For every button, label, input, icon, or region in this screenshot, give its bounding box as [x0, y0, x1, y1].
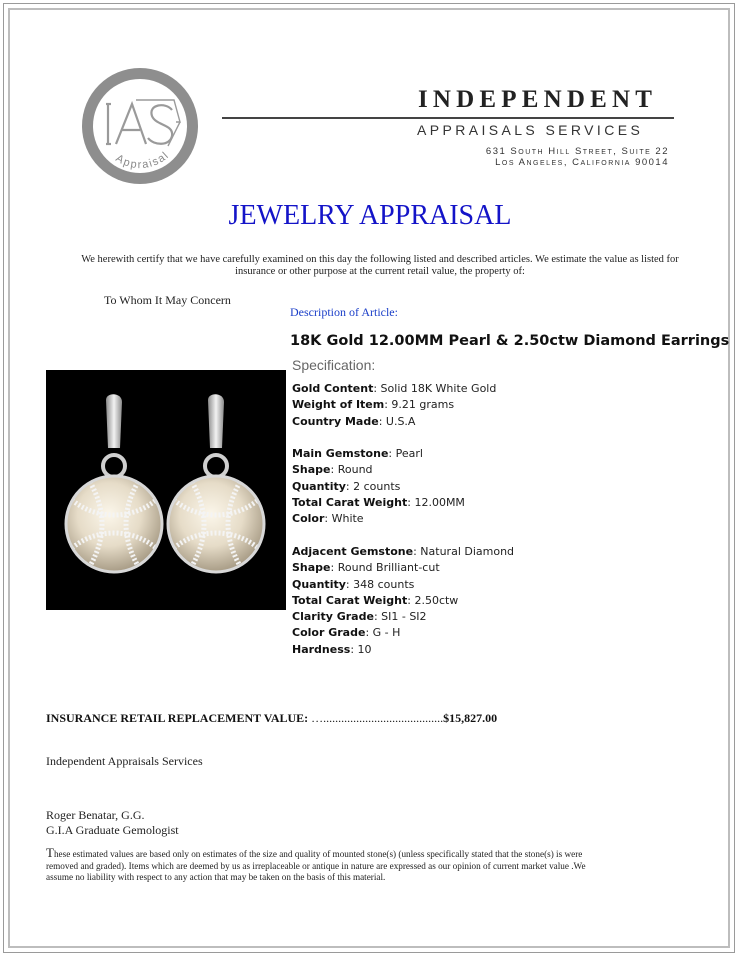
- spec-row: Shape: Round: [292, 463, 373, 477]
- spec-value: 2 counts: [353, 479, 401, 493]
- spec-spacer: [292, 528, 514, 544]
- spec-row: Quantity: 348 counts: [292, 577, 415, 591]
- disclaimer-text: hese estimated values are based only on estimates of the size and quality of mounted stone(s) (unless specifically stated that the stone(s) is were removed and graded). Items which are deemed by us as irreplaceable or antique in nature are expressed as our opinion of current market value .We assume no liability with respect to any action that may be taken on the basis of this material.: [46, 849, 586, 882]
- recipient: To Whom It May Concern: [104, 293, 231, 307]
- product-title: 18K Gold 12.00MM Pearl & 2.50ctw Diamond Earrings: [290, 333, 730, 349]
- signer-name: Roger Benatar, G.G.: [46, 808, 145, 822]
- spec-row: Adjacent Gemstone: Natural Diamond: [292, 544, 515, 558]
- spec-row: Gold Content: Solid 18K White Gold: [292, 382, 497, 395]
- spec-value: Solid 18K White Gold: [380, 382, 497, 395]
- spec-label: Color Grade: [292, 626, 366, 640]
- spec-value: Round: [337, 463, 373, 477]
- spec-spacer: [292, 430, 514, 446]
- insurance-value-label: INSURANCE RETAIL REPLACEMENT VALUE:: [46, 711, 309, 725]
- spec-value: G - H: [372, 626, 401, 640]
- spec-row: Total Carat Weight: 2.50ctw: [292, 593, 459, 607]
- footer-company: Independent Appraisals Services: [46, 754, 203, 768]
- spec-row: Hardness: 10: [292, 642, 372, 656]
- earrings-photo: [46, 370, 286, 610]
- spec-label: Quantity: [292, 577, 346, 591]
- spec-value: Round Brilliant-cut: [337, 561, 440, 575]
- ias-logo-seal: [80, 66, 200, 186]
- spec-label: Country Made: [292, 414, 379, 428]
- spec-label: Shape: [292, 463, 331, 477]
- spec-label: Main Gemstone: [292, 447, 389, 461]
- disclaimer: [46, 847, 606, 884]
- spec-label: Total Carat Weight: [292, 496, 408, 510]
- spec-value: 12.00MM: [414, 496, 465, 510]
- document-title: JEWELRY APPRAISAL: [228, 200, 512, 231]
- spec-label: Quantity: [292, 479, 346, 493]
- spec-value: Pearl: [395, 447, 423, 461]
- spec-label: Weight of Item: [292, 398, 385, 412]
- value-leader-dots: …........................................: [311, 711, 444, 725]
- spec-value: 2.50ctw: [414, 593, 459, 607]
- certification-intro: We herewith certify that we have carefully examined on this day the following listed and described articles. We estimate the value as listed for insurance or other purpose at the current retail value, the property of:: [81, 254, 679, 277]
- company-name: INDEPENDENT: [418, 86, 658, 113]
- spec-row: Shape: Round Brilliant-cut: [292, 561, 440, 575]
- company-subtitle: APPRAISALS SERVICES: [417, 122, 644, 138]
- address-line-2: Los Angeles, California 90014: [495, 157, 669, 168]
- spec-row: Quantity: 2 counts: [292, 479, 401, 493]
- spec-label: Total Carat Weight: [292, 593, 408, 607]
- spec-value: SI1 - SI2: [381, 610, 427, 624]
- spec-label: Shape: [292, 561, 331, 575]
- disclaimer-initial: T: [46, 845, 54, 860]
- insurance-value-line: [46, 711, 497, 726]
- signer-title: G.I.A Graduate Gemologist: [46, 823, 179, 837]
- spec-row: Country Made: U.S.A: [292, 414, 416, 428]
- spec-row: Color: White: [292, 512, 364, 526]
- spec-value: White: [331, 512, 364, 526]
- spec-label: Hardness: [292, 642, 351, 656]
- insurance-value-amount: $15,827.00: [443, 711, 498, 725]
- description-label: Description of Article:: [290, 305, 398, 319]
- spec-row: Main Gemstone: Pearl: [292, 447, 423, 461]
- spec-row: Color Grade: G - H: [292, 626, 401, 640]
- spec-value: 10: [357, 642, 372, 656]
- spec-row: Weight of Item: 9.21 grams: [292, 398, 455, 412]
- address-line-1: 631 South Hill Street, Suite 22: [485, 146, 669, 157]
- spec-row: Total Carat Weight: 12.00MM: [292, 496, 465, 510]
- spec-label: Gold Content: [292, 382, 374, 395]
- spec-label: Color: [292, 512, 325, 526]
- spec-label: Clarity Grade: [292, 610, 374, 624]
- spec-row: Clarity Grade: SI1 - SI2: [292, 610, 427, 624]
- spec-value: 9.21 grams: [391, 398, 455, 412]
- spec-value: U.S.A: [385, 414, 416, 428]
- spec-value: 348 counts: [353, 577, 415, 591]
- svg-text:Appraisal: Appraisal: [113, 149, 172, 172]
- spec-label: Adjacent Gemstone: [292, 544, 414, 558]
- spec-value: Natural Diamond: [420, 544, 515, 558]
- specification-label: Specification:: [292, 357, 376, 373]
- header-divider: [222, 117, 674, 119]
- specification-list: [292, 381, 514, 658]
